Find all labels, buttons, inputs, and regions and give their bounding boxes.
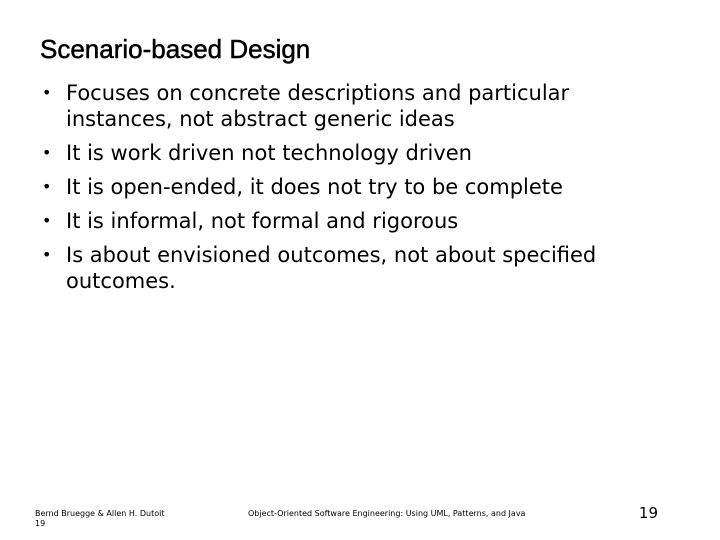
footer-book-title: Object-Oriented Software Engineering: Using UML, Patterns, and Java (248, 509, 526, 518)
footer-authors: Bernd Bruegge & Allen H. Dutoit (35, 509, 165, 518)
bullet-text: Is about envisioned outcomes, not about specified outcomes. (66, 243, 597, 293)
bullet-dot-icon: • (42, 245, 52, 264)
bullet-text: It is informal, not formal and rigorous (66, 209, 459, 233)
slide-title: Scenario-based Design (40, 34, 311, 64)
bullet-dot-icon: • (42, 211, 52, 230)
footer-authors-block (35, 509, 164, 529)
bullet-list (42, 80, 682, 302)
bullet-item (42, 140, 682, 166)
bullet-item (42, 242, 682, 294)
bullet-text: It is work driven not technology driven (66, 141, 472, 165)
bullet-text: Focuses on concrete descriptions and particular instances, not abstract generic ideas (66, 81, 570, 131)
bullet-text: It is open-ended, it does not try to be complete (66, 175, 563, 199)
page-number: 19 (638, 504, 658, 522)
bullet-item (42, 208, 682, 234)
bullet-dot-icon: • (42, 83, 52, 102)
footer-small-page: 19 (35, 519, 46, 528)
bullet-item (42, 80, 682, 132)
bullet-item (42, 174, 682, 200)
bullet-dot-icon: • (42, 177, 52, 196)
bullet-dot-icon: • (42, 143, 52, 162)
